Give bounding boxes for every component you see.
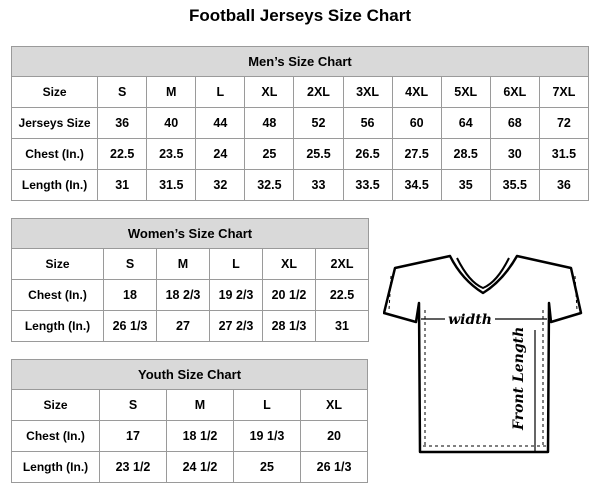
men-cell: 32 <box>196 170 245 201</box>
men-cell: 25 <box>245 139 294 170</box>
women-row <box>12 249 369 280</box>
men-cell: 36 <box>98 108 147 139</box>
front-length-label: Front Length <box>511 326 527 430</box>
youth-table-heading: Youth Size Chart <box>12 360 368 390</box>
men-cell: 52 <box>294 108 343 139</box>
women-cell: 18 2/3 <box>157 280 210 311</box>
men-cell: 60 <box>392 108 441 139</box>
men-cell: S <box>98 77 147 108</box>
men-cell: M <box>147 77 196 108</box>
men-cell: L <box>196 77 245 108</box>
women-cell: 22.5 <box>316 280 369 311</box>
men-cell: 35 <box>441 170 490 201</box>
women-row-label: Chest (In.) <box>12 280 104 311</box>
youth-cell: 17 <box>100 421 167 452</box>
women-cell: S <box>104 249 157 280</box>
men-row <box>12 77 589 108</box>
men-cell: 64 <box>441 108 490 139</box>
men-row-label: Jerseys Size <box>12 108 98 139</box>
youth-cell: L <box>234 390 301 421</box>
youth-size-table <box>11 359 368 483</box>
men-row-label: Size <box>12 77 98 108</box>
women-row-label: Length (In.) <box>12 311 104 342</box>
men-cell: 31.5 <box>147 170 196 201</box>
women-cell: M <box>157 249 210 280</box>
men-cell: 48 <box>245 108 294 139</box>
women-row <box>12 280 369 311</box>
women-cell: L <box>210 249 263 280</box>
men-cell: 22.5 <box>98 139 147 170</box>
youth-table-body <box>12 390 368 483</box>
womens-size-table <box>11 218 369 342</box>
jersey-outline <box>384 256 581 452</box>
men-row <box>12 139 589 170</box>
youth-cell: 25 <box>234 452 301 483</box>
youth-cell: 20 <box>301 421 368 452</box>
womens-table-heading: Women’s Size Chart <box>12 219 369 249</box>
men-cell: 36 <box>539 170 588 201</box>
youth-row <box>12 390 368 421</box>
men-cell: 44 <box>196 108 245 139</box>
men-cell: 3XL <box>343 77 392 108</box>
women-cell: 26 1/3 <box>104 311 157 342</box>
men-cell: 68 <box>490 108 539 139</box>
youth-cell: 24 1/2 <box>167 452 234 483</box>
youth-row-label: Chest (In.) <box>12 421 100 452</box>
mens-table-heading: Men’s Size Chart <box>12 47 589 77</box>
women-row <box>12 311 369 342</box>
mens-size-table <box>11 46 589 201</box>
women-cell: 20 1/2 <box>263 280 316 311</box>
womens-table-body <box>12 249 369 342</box>
youth-cell: S <box>100 390 167 421</box>
women-cell: 27 2/3 <box>210 311 263 342</box>
men-cell: 24 <box>196 139 245 170</box>
men-cell: 34.5 <box>392 170 441 201</box>
youth-row <box>12 452 368 483</box>
men-cell: XL <box>245 77 294 108</box>
youth-cell: 23 1/2 <box>100 452 167 483</box>
youth-cell: M <box>167 390 234 421</box>
women-cell: 28 1/3 <box>263 311 316 342</box>
men-cell: 2XL <box>294 77 343 108</box>
men-cell: 5XL <box>441 77 490 108</box>
men-cell: 72 <box>539 108 588 139</box>
women-cell: 27 <box>157 311 210 342</box>
men-cell: 4XL <box>392 77 441 108</box>
men-cell: 35.5 <box>490 170 539 201</box>
youth-row-label: Length (In.) <box>12 452 100 483</box>
men-cell: 31.5 <box>539 139 588 170</box>
men-cell: 30 <box>490 139 539 170</box>
men-cell: 23.5 <box>147 139 196 170</box>
youth-cell: 18 1/2 <box>167 421 234 452</box>
men-cell: 26.5 <box>343 139 392 170</box>
men-cell: 28.5 <box>441 139 490 170</box>
men-row-label: Chest (In.) <box>12 139 98 170</box>
youth-cell: 26 1/3 <box>301 452 368 483</box>
men-row <box>12 108 589 139</box>
women-cell: 2XL <box>316 249 369 280</box>
men-cell: 7XL <box>539 77 588 108</box>
men-cell: 27.5 <box>392 139 441 170</box>
youth-row <box>12 421 368 452</box>
youth-cell: XL <box>301 390 368 421</box>
women-cell: 19 2/3 <box>210 280 263 311</box>
men-cell: 6XL <box>490 77 539 108</box>
page-title: Football Jerseys Size Chart <box>188 6 412 25</box>
men-cell: 33.5 <box>343 170 392 201</box>
jersey-diagram <box>383 248 583 458</box>
men-cell: 56 <box>343 108 392 139</box>
youth-row-label: Size <box>12 390 100 421</box>
men-cell: 31 <box>98 170 147 201</box>
mens-table-body <box>12 77 589 201</box>
men-cell: 33 <box>294 170 343 201</box>
women-cell: 31 <box>316 311 369 342</box>
men-cell: 40 <box>147 108 196 139</box>
men-cell: 25.5 <box>294 139 343 170</box>
women-cell: 18 <box>104 280 157 311</box>
youth-cell: 19 1/3 <box>234 421 301 452</box>
men-cell: 32.5 <box>245 170 294 201</box>
men-row <box>12 170 589 201</box>
men-row-label: Length (In.) <box>12 170 98 201</box>
women-row-label: Size <box>12 249 104 280</box>
women-cell: XL <box>263 249 316 280</box>
width-label: width <box>448 312 492 328</box>
